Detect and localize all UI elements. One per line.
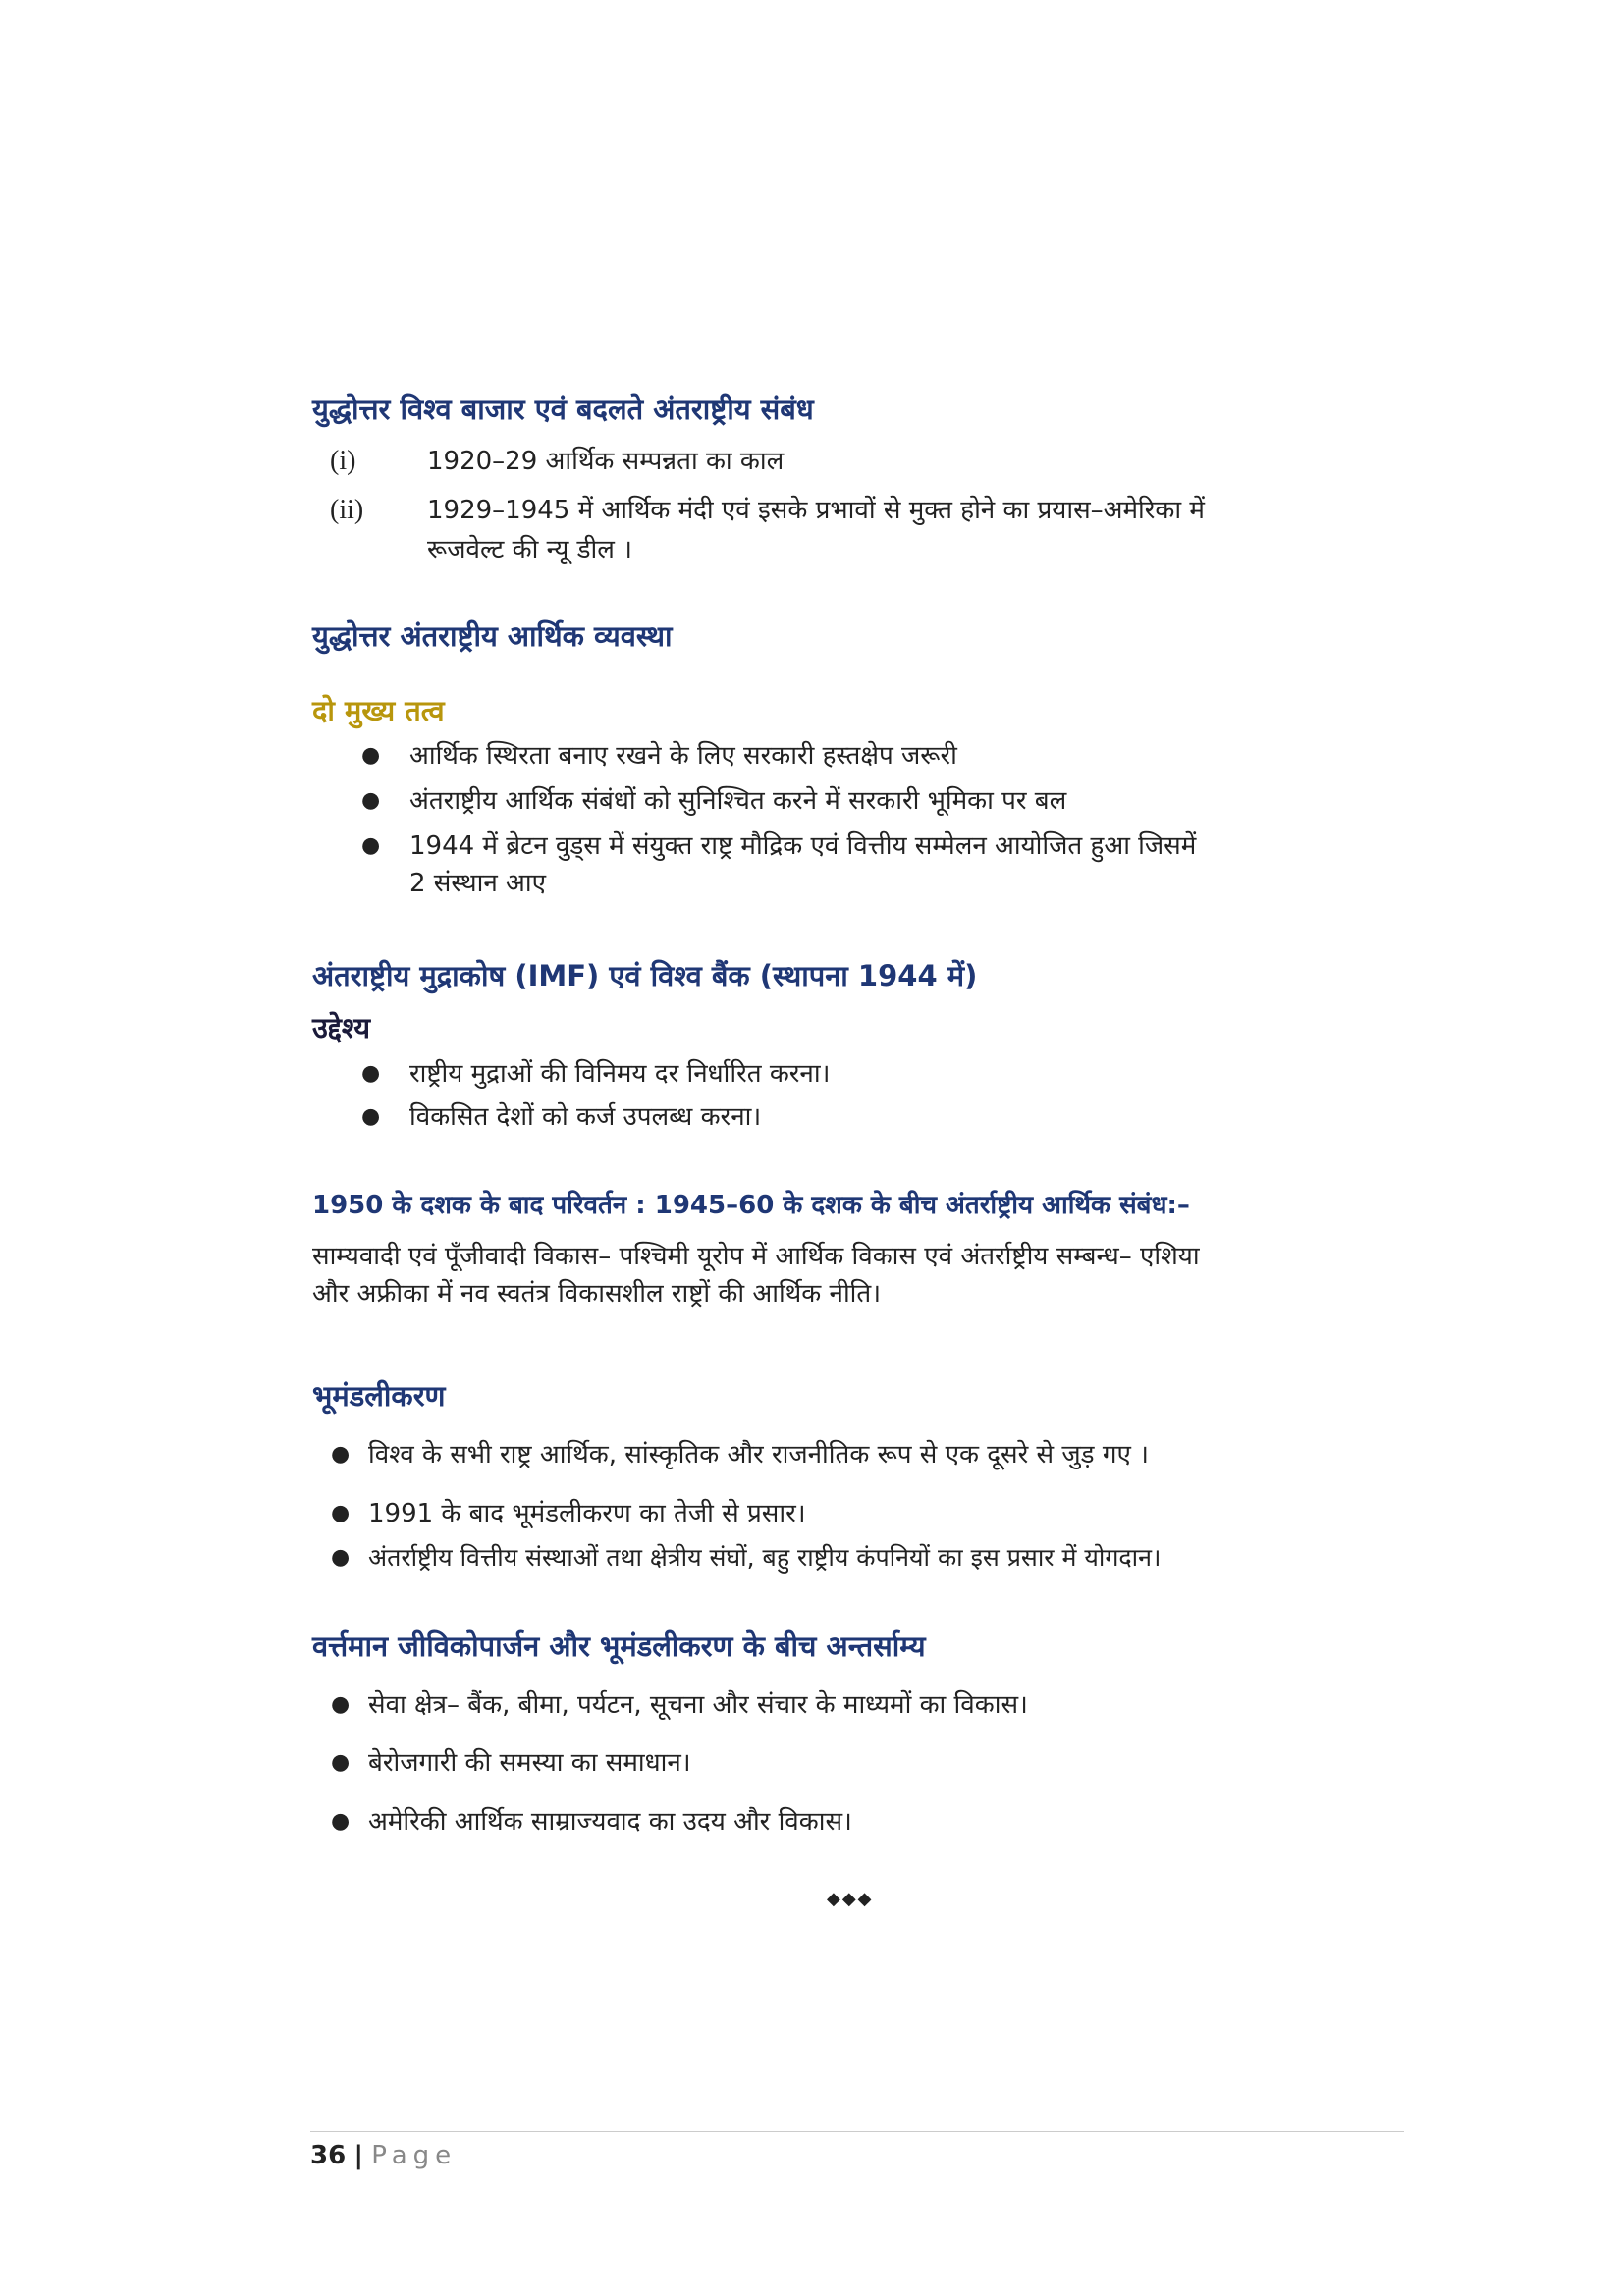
bullet-text: आर्थिक स्थिरता बनाए रखने के लिए सरकारी हस्तक्षेप जरूरी [409, 741, 957, 771]
page-number: 36 [310, 2141, 347, 2170]
item-text: 1929–1945 में आर्थिक मंदी एवं इसके प्रभावों से मुक्त होने का प्रयास–अमेरिका में [427, 496, 1205, 525]
end-diamonds: ◆◆◆ [827, 1889, 874, 1909]
page-label: Page [371, 2141, 458, 2170]
item-number: (ii) [330, 495, 364, 525]
heading-livelihood-globalization: वर्त्तमान जीविकोपार्जन और भूमंडलीकरण के बीच अन्तर्साम्य [312, 1629, 926, 1663]
item-text-cont: रूजवेल्ट की न्यू डील । [427, 535, 633, 564]
heading-imf-world-bank: अंतराष्ट्रीय मुद्राकोष (IMF) एवं विश्व बैंक (स्थापना 1944 में) [312, 959, 978, 992]
bullet-icon: ● [361, 788, 381, 813]
bullet-text: सेवा क्षेत्र– बैंक, बीमा, पर्यटन, सूचना और संचार के माध्यमों का विकास। [368, 1690, 1028, 1720]
subheading-objectives: उद्देश्य [312, 1011, 371, 1044]
heading-post-1950-changes: 1950 के दशक के बाद परिवर्तन : 1945–60 के दशक के बीच अंतर्राष्ट्रीय आर्थिक संबंध:– [312, 1191, 1190, 1220]
bullet-text: 1991 के बाद भूमंडलीकरण का तेजी से प्रसार। [368, 1499, 806, 1528]
bullet-text: अंतर्राष्ट्रीय वित्तीय संस्थाओं तथा क्षेत्रीय संघों, बहु राष्ट्रीय कंपनियों का इस प्रसार में योगदान। [368, 1543, 1162, 1572]
bullet-text: 1944 में ब्रेटन वुड्स में संयुक्त राष्ट्र मौद्रिक एवं वित्तीय सम्मेलन आयोजित हुआ जिसमें [409, 831, 1197, 861]
item-text: 1920–29 आर्थिक सम्पन्नता का काल [427, 447, 785, 476]
bullet-text: विकसित देशों को कर्ज उपलब्ध करना। [409, 1102, 762, 1132]
heading-globalization: भूमंडलीकरण [312, 1379, 446, 1413]
bullet-icon: ● [331, 1692, 351, 1717]
bullet-text: विश्व के सभी राष्ट्र आर्थिक, सांस्कृतिक और राजनीतिक रूप से एक दूसरे से जुड़ गए । [368, 1440, 1149, 1469]
paragraph-line: साम्यवादी एवं पूँजीवादी विकास– पश्चिमी यूरोप में आर्थिक विकास एवं अंतर्राष्ट्रीय सम्बन्ध– एशिया [312, 1242, 1200, 1271]
bullet-icon: ● [361, 1061, 381, 1086]
subheading-two-elements: दो मुख्य तत्व [312, 694, 445, 727]
bullet-icon: ● [331, 1545, 351, 1570]
bullet-icon: ● [331, 1750, 351, 1775]
heading-intl-economic-system: युद्धोत्तर अंतराष्ट्रीय आर्थिक व्यवस्था [312, 619, 673, 653]
paragraph-line: और अफ्रीका में नव स्वतंत्र विकासशील राष्ट्रों की आर्थिक नीति। [312, 1279, 882, 1308]
footer [310, 2138, 457, 2173]
bullet-text: अमेरिकी आर्थिक साम्राज्यवाद का उदय और विकास। [368, 1807, 852, 1837]
bullet-icon: ● [331, 1809, 351, 1834]
bullet-text: राष्ट्रीय मुद्राओं की विनिमय दर निर्धारित करना। [409, 1059, 831, 1089]
heading-postwar-market: युद्धोत्तर विश्व बाजार एवं बदलते अंतराष्ट्रीय संबंध [312, 393, 814, 426]
bullet-icon: ● [361, 743, 381, 768]
item-number: (i) [330, 446, 356, 476]
footer-separator: | [353, 2141, 363, 2170]
bullet-text: अंतराष्ट्रीय आर्थिक संबंधों को सुनिश्चित करने में सरकारी भूमिका पर बल [409, 786, 1067, 816]
bullet-icon: ● [361, 1104, 381, 1129]
bullet-icon: ● [331, 1501, 351, 1525]
bullet-text-cont: 2 संस्थान आए [409, 869, 546, 898]
bullet-icon: ● [331, 1442, 351, 1467]
footer-divider [310, 2131, 1404, 2132]
bullet-text: बेरोजगारी की समस्या का समाधान। [368, 1748, 691, 1778]
bullet-icon: ● [361, 833, 381, 858]
